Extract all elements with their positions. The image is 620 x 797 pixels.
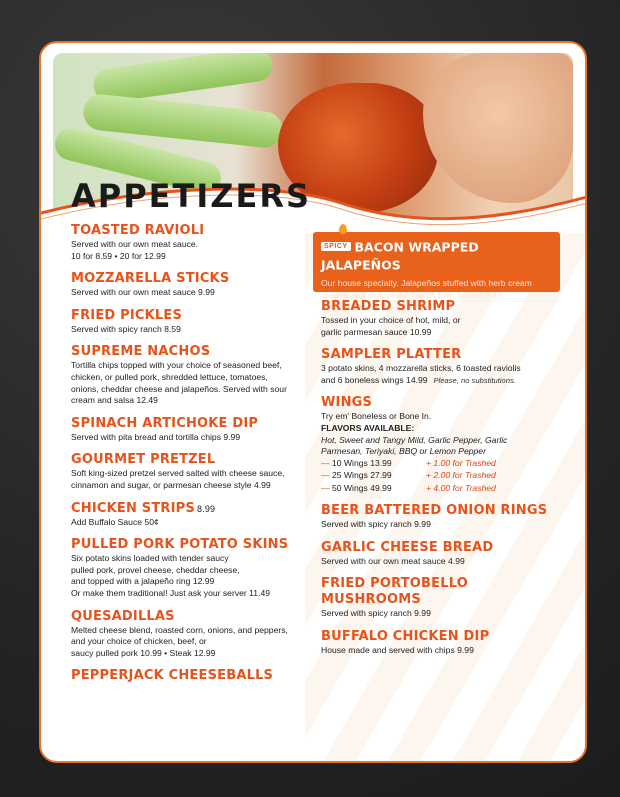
item-desc: House made and served with chips 9.99 <box>321 644 474 655</box>
item-desc: and your choice of chicken, beef, or <box>71 636 207 647</box>
item-desc: and topped with a jalapeño ring 12.99 <box>71 576 215 587</box>
featured-item-bacon-jalapenos <box>313 232 560 300</box>
item-desc: chicken, or pulled pork, shredded lettuce, tomatoes, <box>71 371 268 382</box>
flame-icon <box>339 224 347 234</box>
item-name: FRIED PORTOBELLO MUSHROOMS <box>321 576 468 608</box>
item-name: GARLIC CHEESE BREAD <box>321 539 494 555</box>
item-desc: and 6 boneless wings 14.99 Please, no substitutions. <box>321 374 516 385</box>
menu-item-wings: WINGS Try em' Boneless or Bone In. FLAVORS AVAILABLE: Hot, Sweet and Tangy Mild, Garlic Pepper, Garlic Parmesan, Teriyaki, BBQ or Lemon Pepper — 10 Wings 13.99 + 1.00 for Trashed — 25 Wings 27.99 + 2.00 for Trashed — 50 Wings 49.99 + 4.00 for Trashed <box>321 395 561 494</box>
right-column <box>321 299 561 665</box>
item-desc: 3 potato skins, 4 mozzarella sticks, 6 toasted raviolis <box>321 363 521 374</box>
item-name: CHICKEN STRIPS 8.99 <box>71 500 216 516</box>
item-name: SAMPLER PLATTER <box>321 347 462 363</box>
item-desc: Served with our own meat sauce 4.99 <box>321 555 465 566</box>
item-name: SUPREME NACHOS <box>71 344 211 360</box>
item-desc: Served with spicy ranch 8.59 <box>71 323 181 334</box>
menu-item-toasted-ravioli <box>71 223 333 262</box>
menu-item-quesadillas <box>71 609 333 660</box>
item-desc: pulled pork, provel cheese, cheddar cheese, <box>71 564 240 575</box>
menu-item-mozzarella-sticks <box>71 271 333 299</box>
menu-item-beer-battered-onion-rings <box>321 503 561 531</box>
menu-item-chicken-strips <box>71 501 333 529</box>
item-desc: Served with our own meat sauce 9.99 <box>71 287 215 298</box>
left-column <box>71 223 333 693</box>
item-name: WINGS <box>321 395 373 411</box>
item-name: PULLED PORK POTATO SKINS <box>71 537 289 553</box>
feature-name: BACON WRAPPED JALAPEÑOS <box>321 239 479 273</box>
menu-item-gourmet-pretzel <box>71 452 333 491</box>
menu-item-pulled-pork-potato-skins <box>71 537 333 599</box>
menu-card <box>39 41 587 763</box>
item-desc: garlic parmesan sauce 10.99 <box>321 326 432 337</box>
item-desc: cream and salsa 12.49 <box>71 395 158 406</box>
menu-item-spinach-artichoke-dip <box>71 416 333 444</box>
item-name: PEPPERJACK CHEESEBALLS <box>71 668 274 684</box>
menu-item-fried-portobello-mushrooms <box>321 576 561 620</box>
item-desc: 10 for 8.59 • 20 for 12.99 <box>71 250 166 261</box>
menu-item-fried-pickles <box>71 308 333 336</box>
item-desc: Served with spicy ranch 9.99 <box>321 518 431 529</box>
item-desc: Served with our own meat sauce. <box>71 239 199 249</box>
item-desc: Soft king-sized pretzel served salted with cheese sauce, <box>71 468 285 479</box>
item-name: QUESADILLAS <box>71 608 175 624</box>
item-name: BUFFALO CHICKEN DIP <box>321 628 490 644</box>
page-title: APPETIZERS <box>71 177 312 215</box>
item-desc: Or make them traditional! Just ask your server 11.49 <box>71 587 271 598</box>
item-desc: Served with pita bread and tortilla chips 9.99 <box>71 431 241 442</box>
item-desc: onions, cheddar cheese and jalapeños. Served with sour <box>71 383 287 394</box>
menu-item-supreme-nachos <box>71 344 333 406</box>
item-desc: Six potato skins loaded with tender saucy <box>71 553 229 564</box>
menu-item-garlic-cheese-bread <box>321 540 561 568</box>
feature-desc: Our house specialty. Jalapeños stuffed with herb cream cheese and wrapped in bacon then broiled 9.49 <box>321 278 532 300</box>
item-desc: Add Buffalo Sauce 50¢ <box>71 516 159 527</box>
item-name: TOASTED RAVIOLI <box>71 223 205 238</box>
item-desc: Served with spicy ranch 9.99 <box>321 608 431 619</box>
menu-item-breaded-shrimp <box>321 299 561 338</box>
item-name: MOZZARELLA STICKS <box>71 271 230 287</box>
item-desc: Tortilla chips topped with your choice of seasoned beef, <box>71 360 282 371</box>
item-desc: cinnamon and sugar, or parmesan cheese style 4.99 <box>71 479 271 490</box>
item-name: SPINACH ARTICHOKE DIP <box>71 415 259 431</box>
menu-item-buffalo-chicken-dip <box>321 629 561 657</box>
item-name: FRIED PICKLES <box>71 307 183 323</box>
item-name: BREADED SHRIMP <box>321 299 456 314</box>
menu-item-sampler-platter <box>321 347 561 386</box>
item-desc: Tossed in your choice of hot, mild, or <box>321 315 461 325</box>
item-desc: Melted cheese blend, roasted corn, onions, and peppers, <box>71 624 288 635</box>
spicy-badge: SPICY <box>321 242 351 251</box>
item-name: BEER BATTERED ONION RINGS <box>321 502 548 518</box>
item-desc: saucy pulled pork 10.99 • Steak 12.99 <box>71 647 216 658</box>
item-price: 8.99 <box>196 503 216 514</box>
item-name: GOURMET PRETZEL <box>71 452 216 468</box>
item-note: Please, no substitutions. <box>433 375 516 385</box>
wings-price-table: — 10 Wings 13.99 + 1.00 for Trashed — 25 Wings 27.99 + 2.00 for Trashed — 50 Wings 49.99 + 4.00 for Trashed <box>321 457 496 493</box>
menu-item-pepperjack-cheeseballs <box>71 668 333 684</box>
